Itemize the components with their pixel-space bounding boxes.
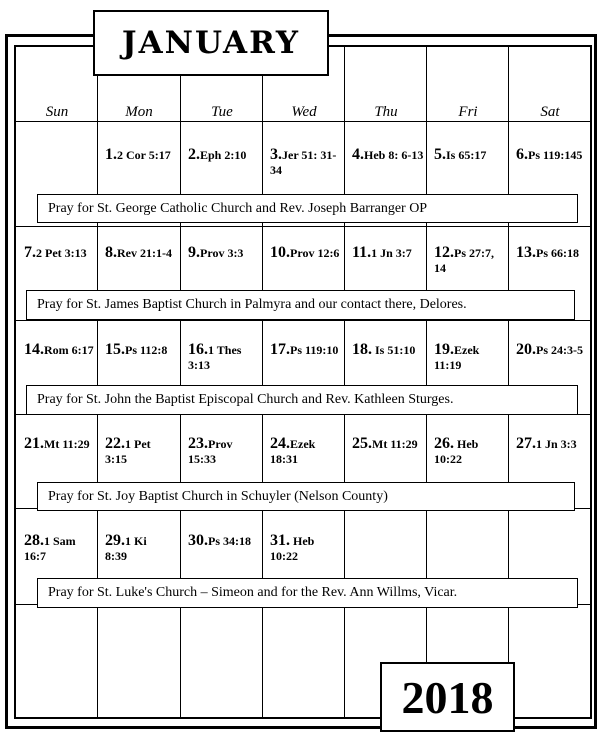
day-number: 22.: [105, 435, 125, 452]
day-cell-28: [24, 533, 96, 564]
dow-tue: Tue: [211, 104, 233, 120]
prayer-banner-5: Pray for St. Luke's Church – Simeon and for the Rev. Ann Willms, Vicar.: [37, 578, 578, 608]
scripture-ref: Ps 24:3-5: [536, 343, 583, 357]
day-number: 21.: [24, 435, 44, 452]
scripture-ref: Heb 10:22: [434, 437, 479, 466]
scripture-ref: Mt 11:29: [44, 437, 90, 451]
scripture-ref: Ps 119:145: [528, 148, 583, 162]
day-cell-13: [516, 245, 596, 261]
day-cell-24: [270, 436, 344, 467]
day-number: 23.: [188, 435, 208, 452]
day-number: 18.: [352, 341, 372, 358]
scripture-ref: Heb 10:22: [270, 534, 315, 563]
grid-line: [97, 45, 98, 717]
scripture-ref: Ps 27:7, 14: [434, 246, 494, 275]
day-number: 26.: [434, 435, 454, 452]
day-cell-21: [24, 436, 96, 452]
year-box: [380, 662, 515, 732]
day-number: 31.: [270, 532, 290, 549]
day-number: 16.: [188, 341, 208, 358]
dow-sat: Sat: [540, 104, 560, 120]
day-cell-1: [105, 147, 179, 163]
dow-sun: Sun: [45, 104, 69, 120]
dow-thu: Thu: [374, 104, 398, 120]
day-cell-17: [270, 342, 340, 358]
month-title-box: [93, 10, 329, 76]
prayer-banner-3: Pray for St. John the Baptist Episcopal Church and Rev. Kathleen Sturges.: [26, 385, 578, 415]
day-cell-15: [105, 342, 181, 358]
day-cell-11: [352, 245, 426, 261]
day-cell-12: [434, 245, 506, 276]
grid-line: [508, 45, 509, 717]
day-number: 27.: [516, 435, 536, 452]
scripture-ref: Is 65:17: [446, 148, 487, 162]
scripture-ref: Ps 112:8: [125, 343, 168, 357]
grid-line: [262, 45, 263, 717]
day-cell-4: [352, 147, 424, 163]
scripture-ref: Ps 119:10: [290, 343, 339, 357]
day-number: 30.: [188, 532, 208, 549]
day-cell-23: [188, 436, 260, 467]
day-number: 1.: [105, 146, 117, 163]
day-number: 6.: [516, 146, 528, 163]
day-number: 4.: [352, 146, 364, 163]
scripture-ref: Prov 3:3: [200, 246, 244, 260]
scripture-ref: 2 Pet 3:13: [36, 246, 87, 260]
day-cell-19: [434, 342, 508, 373]
day-number: 2.: [188, 146, 200, 163]
day-cell-22: [105, 436, 171, 467]
day-cell-25: [352, 436, 418, 452]
scripture-ref: 1 Pet 3:15: [105, 437, 151, 466]
scripture-ref: Ezek 11:19: [434, 343, 480, 372]
day-cell-27: [516, 436, 596, 452]
scripture-ref: Mt 11:29: [372, 437, 418, 451]
day-cell-3: [270, 147, 344, 178]
scripture-ref: Prov 15:33: [188, 437, 233, 466]
scripture-ref: 1 Jn 3:3: [536, 437, 577, 451]
day-cell-8: [105, 245, 175, 261]
prayer-banner-1: Pray for St. George Catholic Church and Rev. Joseph Barranger OP: [37, 194, 578, 223]
day-cell-6: [516, 147, 588, 163]
scripture-ref: Rom 6:17: [44, 343, 94, 357]
scripture-ref: Prov 12:6: [290, 246, 340, 260]
day-cell-2: [188, 147, 262, 163]
scripture-ref: Ezek 18:31: [270, 437, 316, 466]
dow-fri: Fri: [458, 104, 478, 120]
grid-line: [14, 226, 592, 227]
month-title: JANUARY: [121, 25, 301, 61]
day-cell-9: [188, 245, 262, 261]
day-number: 11.: [352, 244, 372, 261]
day-number: 13.: [516, 244, 536, 261]
scripture-ref: 1 Thes 3:13: [188, 343, 242, 372]
scripture-ref: 1 Ki 8:39: [105, 534, 147, 563]
day-cell-18: [352, 342, 426, 358]
day-cell-31: [270, 533, 336, 564]
day-cell-5: [434, 147, 508, 163]
scripture-ref: Rev 21:1-4: [117, 246, 172, 260]
scripture-ref: Ps 66:18: [536, 246, 579, 260]
day-number: 25.: [352, 435, 372, 452]
grid-line: [180, 45, 181, 717]
dow-mon: Mon: [125, 104, 153, 120]
day-number: 17.: [270, 341, 290, 358]
grid-line: [14, 121, 592, 122]
scripture-ref: 1 Sam 16:7: [24, 534, 76, 563]
scripture-ref: Ps 34:18: [208, 534, 251, 548]
day-number: 5.: [434, 146, 446, 163]
day-number: 20.: [516, 341, 536, 358]
day-cell-14: [24, 342, 96, 358]
day-number: 29.: [105, 532, 125, 549]
day-cell-7: [24, 245, 98, 261]
year-label: 2018: [401, 671, 494, 723]
grid-line: [426, 45, 427, 717]
prayer-banner-2: Pray for St. James Baptist Church in Palmyra and our contact there, Delores.: [26, 290, 575, 320]
day-cell-20: [516, 342, 588, 358]
day-number: 3.: [270, 146, 282, 163]
day-number: 8.: [105, 244, 117, 261]
day-number: 24.: [270, 435, 290, 452]
scripture-ref: Eph 2:10: [200, 148, 247, 162]
day-number: 19.: [434, 341, 454, 358]
day-number: 10.: [270, 244, 290, 261]
day-number: 14.: [24, 341, 44, 358]
prayer-banner-4: Pray for St. Joy Baptist Church in Schuyler (Nelson County): [37, 482, 575, 511]
scripture-ref: Heb 8: 6-13: [364, 148, 424, 162]
day-number: 28.: [24, 532, 44, 549]
day-cell-29: [105, 533, 171, 564]
dow-wed: Wed: [291, 104, 317, 120]
day-number: 9.: [188, 244, 200, 261]
day-cell-10: [270, 245, 340, 261]
day-number: 15.: [105, 341, 125, 358]
day-cell-16: [188, 342, 260, 373]
scripture-ref: 1 Jn 3:7: [371, 246, 412, 260]
scripture-ref: Is 51:10: [372, 343, 416, 357]
day-number: 7.: [24, 244, 36, 261]
day-cell-30: [188, 533, 262, 549]
grid-line: [14, 320, 592, 321]
scripture-ref: 2 Cor 5:17: [117, 148, 171, 162]
grid-line: [344, 45, 345, 717]
day-cell-26: [434, 436, 500, 467]
scripture-ref: Jer 51: 31-34: [270, 148, 337, 177]
day-number: 12.: [434, 244, 454, 261]
